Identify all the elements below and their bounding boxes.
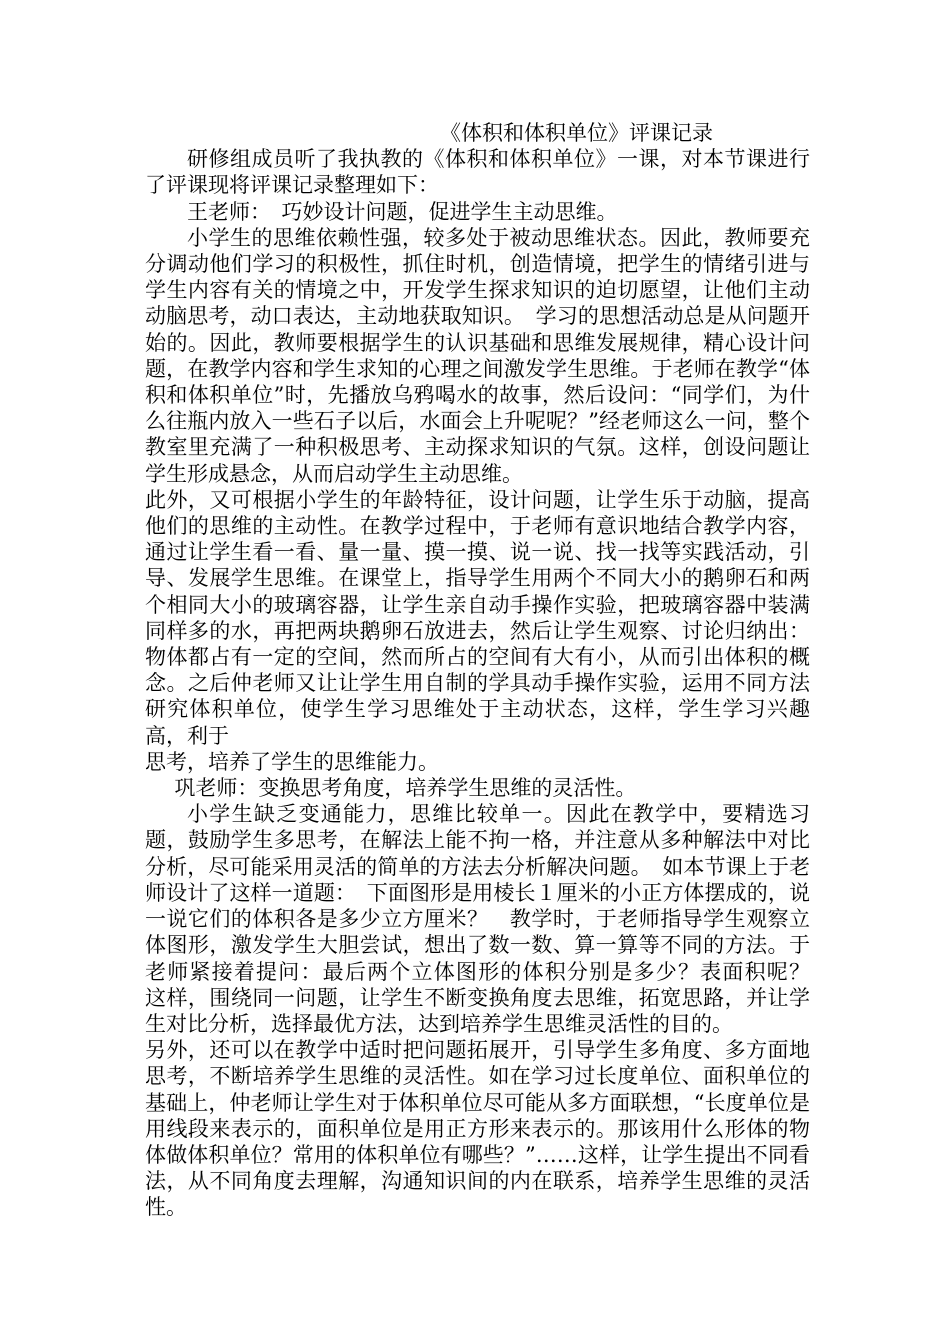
teacher-wang-paragraph-2: 此外，又可根据小学生的年龄特征，设计问题，让学生乐于动脑，提高他们的思维的主动性。在教学过程中，于老师有意识地结合教学内容，通过让学生看一看、量一量、摸一摸、说一说、找一找等实践活动，引导、发展学生思维。在课堂上，指导学生用两个不同大小的鹅卵石和两个相同大小的玻璃容器，让学生亲自动手操作实验，把玻璃容器中装满同样多的水，再把两块鹅卵石放进去，然后让学生观察、讨论归纳出：物体都占有一定的空间，然而所占的空间有大有小，从而引出体积的概念。之后仲老师又让让学生用自制的学具动手操作实验，运用不同方法研究体积单位，使学生学习思维处于主动状态，这样，学生学习兴趣高，利于 [145,487,810,748]
teacher-wang-heading: 王老师： 巧妙设计问题，促进学生主动思维。 [187,199,618,224]
document-title: 《体积和体积单位》评课记录 [440,121,713,145]
teacher-gong-paragraph-2: 另外，还可以在教学中适时把问题拓展开，引导学生多角度、多方面地思考，不断培养学生思维的灵活性。如在学习过长度单位、面积单位的基础上，仲老师让学生对于体积单位尽可能从多方面联想，“长度单位是用线段来表示的，面积单位是用正方形来表示的。那该用什么形体的物体做体积单位？常用的体积单位有哪些？”……这样，让学生提出不同看法，从不同角度去理解，沟通知识间的内在联系，培养学生思维的灵活性。 [145,1038,810,1220]
teacher-wang-paragraph-1: 小学生的思维依赖性强，较多处于被动思维状态。因此，教师要充分调动他们学习的积极性，抓住时机，创造情境，把学生的情绪引进与学生内容有关的情境之中，开发学生探求知识的迫切愿望，让他们主动动脑思考，动口表达，主动地获取知识。 学习的思想活动总是从问题开始的。因此，教师要根据学生的认识基础和思维发展规律，精心设计问题，在教学内容和学生求知的心理之间激发学生思维。于老师在教学“体积和体积单位”时，先播放乌鸦喝水的故事，然后设问：“同学们，为什么往瓶内放入一些石子以后，水面会上升呢呢？”经老师这么一问，整个教室里充满了一种积极思考、主动探求知识的气氛。这样，创设问题让学生形成悬念，从而启动学生主动思维。 [145,225,810,486]
teacher-gong-heading: 巩老师：变换思考角度，培养学生思维的灵活性。 [174,776,637,801]
teacher-wang-paragraph-3: 思考，培养了学生的思维能力。 [145,749,439,774]
document-page [145,120,831,1221]
intro-paragraph: 研修组成员听了我执教的《体积和体积单位》一课，对本节课进行了评课现将评课记录整理如下： [145,147,810,198]
teacher-gong-paragraph-1: 小学生缺乏变通能力，思维比较单一。因此在教学中，要精选习题，鼓励学生多思考，在解法上能不拘一格，并注意从多种解法中对比分析，尽可能采用灵活的简单的方法去分析解决问题。 如本节课上于老师设计了这样一道题： 下面图形是用棱长１厘米的小正方体摆成的，说一说它们的体积各是多少立方厘米？ 教学时，于老师指导学生观察立体图形，激发学生大胆尝试，想出了数一数、算一算等不同的方法。于老师紧接着提问：最后两个立体图形的体积分别是多少？表面积呢？ 这样，围绕同一问题，让学生不断变换角度去思维，拓宽思路，并让学生对比分析，选择最优方法，达到培养学生思维灵活性的目的。 [145,802,831,1036]
